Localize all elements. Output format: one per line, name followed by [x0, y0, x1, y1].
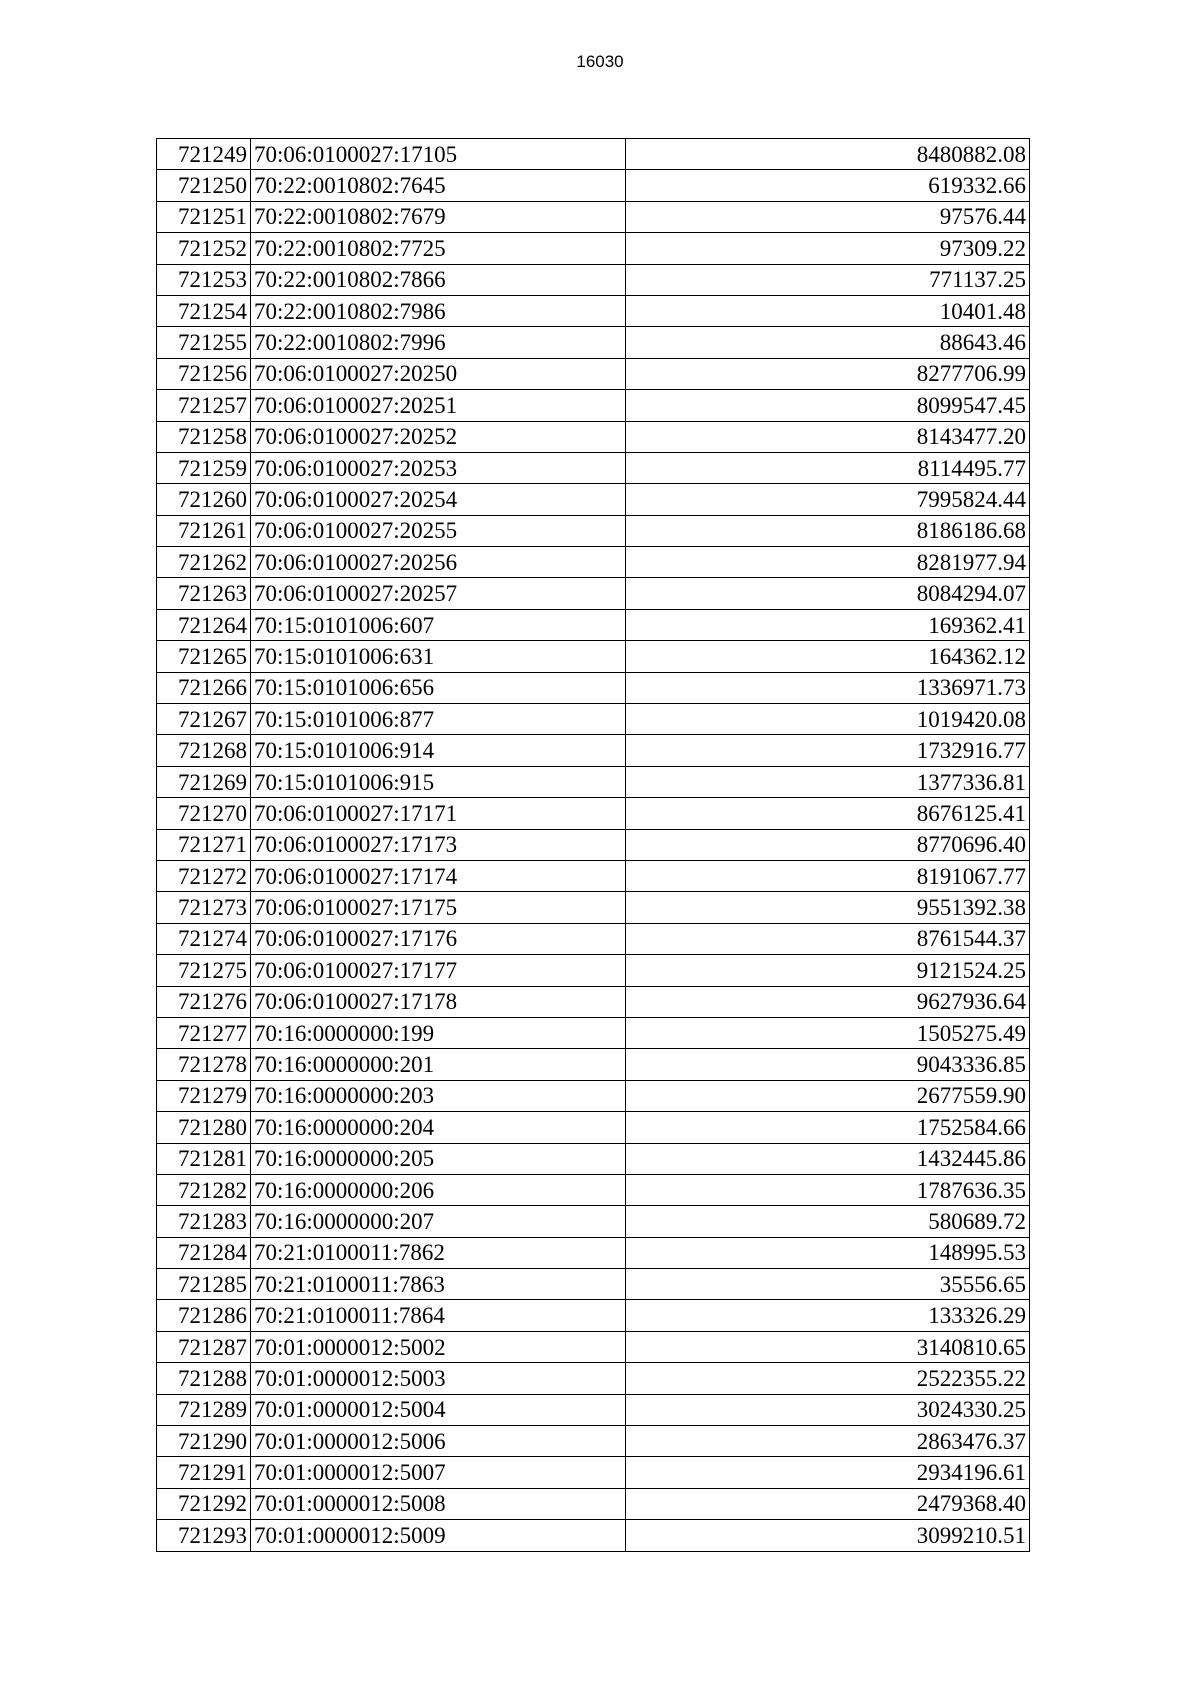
table-row: [157, 829, 1030, 860]
cadastral-value-cell: 3099210.51: [626, 1520, 1030, 1551]
table-row: [157, 1237, 1030, 1268]
table-row: [157, 139, 1030, 170]
cadastral-value-cell: 148995.53: [626, 1237, 1030, 1268]
row-number-cell: 721265: [157, 641, 251, 672]
row-number-cell: 721268: [157, 735, 251, 766]
cadastral-number-cell: 70:15:0101006:607: [251, 609, 626, 640]
cadastral-value-cell: 10401.48: [626, 295, 1030, 326]
cadastral-number-cell: 70:01:0000012:5003: [251, 1363, 626, 1394]
table-row: [157, 295, 1030, 326]
table-row: [157, 452, 1030, 483]
row-number-cell: 721264: [157, 609, 251, 640]
cadastral-number-cell: 70:21:0100011:7862: [251, 1237, 626, 1268]
row-number-cell: 721252: [157, 233, 251, 264]
table-body: [157, 139, 1030, 1552]
cadastral-value-cell: 8770696.40: [626, 829, 1030, 860]
cadastral-number-cell: 70:16:0000000:199: [251, 1017, 626, 1048]
cadastral-value-cell: 1787636.35: [626, 1174, 1030, 1205]
cadastral-value-cell: 8480882.08: [626, 139, 1030, 170]
row-number-cell: 721283: [157, 1206, 251, 1237]
cadastral-value-cell: 1019420.08: [626, 704, 1030, 735]
cadastral-number-cell: 70:16:0000000:201: [251, 1049, 626, 1080]
row-number-cell: 721275: [157, 955, 251, 986]
row-number-cell: 721273: [157, 892, 251, 923]
cadastral-value-cell: 8143477.20: [626, 421, 1030, 452]
cadastral-value-cell: 9551392.38: [626, 892, 1030, 923]
cadastral-number-cell: 70:22:0010802:7679: [251, 201, 626, 232]
cadastral-number-cell: 70:01:0000012:5009: [251, 1520, 626, 1551]
cadastral-value-cell: 97576.44: [626, 201, 1030, 232]
table-row: [157, 421, 1030, 452]
cadastral-number-cell: 70:01:0000012:5004: [251, 1394, 626, 1425]
row-number-cell: 721278: [157, 1049, 251, 1080]
cadastral-value-cell: 97309.22: [626, 233, 1030, 264]
row-number-cell: 721257: [157, 390, 251, 421]
row-number-cell: 721266: [157, 672, 251, 703]
row-number-cell: 721249: [157, 139, 251, 170]
table-row: [157, 264, 1030, 295]
cadastral-value-cell: 8099547.45: [626, 390, 1030, 421]
cadastral-value-cell: 8281977.94: [626, 547, 1030, 578]
row-number-cell: 721279: [157, 1080, 251, 1111]
row-number-cell: 721262: [157, 547, 251, 578]
row-number-cell: 721256: [157, 358, 251, 389]
table-row: [157, 766, 1030, 797]
cadastral-value-cell: 2479368.40: [626, 1488, 1030, 1519]
cadastral-number-cell: 70:15:0101006:877: [251, 704, 626, 735]
row-number-cell: 721271: [157, 829, 251, 860]
cadastral-value-cell: 1336971.73: [626, 672, 1030, 703]
row-number-cell: 721254: [157, 295, 251, 326]
row-number-cell: 721267: [157, 704, 251, 735]
cadastral-value-cell: 771137.25: [626, 264, 1030, 295]
cadastral-value-cell: 9121524.25: [626, 955, 1030, 986]
row-number-cell: 721292: [157, 1488, 251, 1519]
cadastral-number-cell: 70:22:0010802:7986: [251, 295, 626, 326]
table-row: [157, 1080, 1030, 1111]
cadastral-number-cell: 70:15:0101006:631: [251, 641, 626, 672]
table-row: [157, 327, 1030, 358]
cadastral-number-cell: 70:15:0101006:914: [251, 735, 626, 766]
cadastral-number-cell: 70:06:0100027:17174: [251, 860, 626, 891]
cadastral-number-cell: 70:22:0010802:7866: [251, 264, 626, 295]
table-row: [157, 1457, 1030, 1488]
row-number-cell: 721284: [157, 1237, 251, 1268]
table-row: [157, 233, 1030, 264]
row-number-cell: 721258: [157, 421, 251, 452]
cadastral-value-cell: 8186186.68: [626, 515, 1030, 546]
table-row: [157, 1394, 1030, 1425]
row-number-cell: 721253: [157, 264, 251, 295]
cadastral-number-cell: 70:16:0000000:207: [251, 1206, 626, 1237]
row-number-cell: 721286: [157, 1300, 251, 1331]
row-number-cell: 721251: [157, 201, 251, 232]
cadastral-value-cell: 619332.66: [626, 170, 1030, 201]
cadastral-number-cell: 70:06:0100027:17177: [251, 955, 626, 986]
cadastral-number-cell: 70:21:0100011:7863: [251, 1269, 626, 1300]
cadastral-number-cell: 70:06:0100027:17178: [251, 986, 626, 1017]
cadastral-value-cell: 3140810.65: [626, 1331, 1030, 1362]
table-row: [157, 547, 1030, 578]
cadastral-number-cell: 70:06:0100027:20255: [251, 515, 626, 546]
cadastral-number-cell: 70:21:0100011:7864: [251, 1300, 626, 1331]
table-row: [157, 201, 1030, 232]
cadastral-value-cell: 8114495.77: [626, 452, 1030, 483]
row-number-cell: 721277: [157, 1017, 251, 1048]
cadastral-value-cell: 8084294.07: [626, 578, 1030, 609]
row-number-cell: 721250: [157, 170, 251, 201]
table-row: [157, 892, 1030, 923]
row-number-cell: 721289: [157, 1394, 251, 1425]
row-number-cell: 721274: [157, 923, 251, 954]
cadastral-value-cell: 8676125.41: [626, 798, 1030, 829]
cadastral-number-cell: 70:22:0010802:7645: [251, 170, 626, 201]
table-row: [157, 798, 1030, 829]
table-row: [157, 1174, 1030, 1205]
cadastral-value-cell: 8277706.99: [626, 358, 1030, 389]
table-row: [157, 955, 1030, 986]
table-row: [157, 1143, 1030, 1174]
cadastral-number-cell: 70:16:0000000:205: [251, 1143, 626, 1174]
table-row: [157, 641, 1030, 672]
cadastral-number-cell: 70:22:0010802:7996: [251, 327, 626, 358]
row-number-cell: 721276: [157, 986, 251, 1017]
cadastral-number-cell: 70:06:0100027:20252: [251, 421, 626, 452]
table-row: [157, 358, 1030, 389]
row-number-cell: 721255: [157, 327, 251, 358]
cadastral-number-cell: 70:22:0010802:7725: [251, 233, 626, 264]
row-number-cell: 721272: [157, 860, 251, 891]
cadastral-value-cell: 2863476.37: [626, 1426, 1030, 1457]
table-row: [157, 170, 1030, 201]
cadastral-number-cell: 70:06:0100027:17171: [251, 798, 626, 829]
table-row: [157, 704, 1030, 735]
cadastral-number-cell: 70:16:0000000:206: [251, 1174, 626, 1205]
cadastral-number-cell: 70:01:0000012:5006: [251, 1426, 626, 1457]
cadastral-number-cell: 70:06:0100027:20251: [251, 390, 626, 421]
table-row: [157, 672, 1030, 703]
cadastral-value-cell: 580689.72: [626, 1206, 1030, 1237]
table-row: [157, 1331, 1030, 1362]
table-row: [157, 1300, 1030, 1331]
cadastral-number-cell: 70:01:0000012:5007: [251, 1457, 626, 1488]
cadastral-value-cell: 3024330.25: [626, 1394, 1030, 1425]
cadastral-value-cell: 2677559.90: [626, 1080, 1030, 1111]
cadastral-number-cell: 70:06:0100027:20257: [251, 578, 626, 609]
row-number-cell: 721285: [157, 1269, 251, 1300]
cadastral-number-cell: 70:06:0100027:17173: [251, 829, 626, 860]
cadastral-number-cell: 70:06:0100027:20254: [251, 484, 626, 515]
table-row: [157, 923, 1030, 954]
cadastral-number-cell: 70:06:0100027:17105: [251, 139, 626, 170]
row-number-cell: 721287: [157, 1331, 251, 1362]
cadastral-number-cell: 70:16:0000000:204: [251, 1112, 626, 1143]
cadastral-value-cell: 2522355.22: [626, 1363, 1030, 1394]
table-row: [157, 484, 1030, 515]
row-number-cell: 721291: [157, 1457, 251, 1488]
table-row: [157, 1488, 1030, 1519]
cadastral-value-cell: 9627936.64: [626, 986, 1030, 1017]
cadastral-value-cell: 7995824.44: [626, 484, 1030, 515]
table-row: [157, 1426, 1030, 1457]
cadastral-value-cell: 8761544.37: [626, 923, 1030, 954]
row-number-cell: 721280: [157, 1112, 251, 1143]
table-row: [157, 735, 1030, 766]
table-row: [157, 1017, 1030, 1048]
row-number-cell: 721293: [157, 1520, 251, 1551]
page-number: 16030: [576, 52, 624, 71]
cadastral-number-cell: 70:15:0101006:656: [251, 672, 626, 703]
cadastral-value-cell: 88643.46: [626, 327, 1030, 358]
cadastral-number-cell: 70:06:0100027:17176: [251, 923, 626, 954]
cadastral-number-cell: 70:01:0000012:5008: [251, 1488, 626, 1519]
table-row: [157, 390, 1030, 421]
cadastral-number-cell: 70:06:0100027:20256: [251, 547, 626, 578]
row-number-cell: 721269: [157, 766, 251, 797]
cadastral-value-cell: 1732916.77: [626, 735, 1030, 766]
table-row: [157, 1363, 1030, 1394]
row-number-cell: 721281: [157, 1143, 251, 1174]
row-number-cell: 721288: [157, 1363, 251, 1394]
row-number-cell: 721270: [157, 798, 251, 829]
cadastral-value-cell: 1377336.81: [626, 766, 1030, 797]
cadastral-value-cell: 1505275.49: [626, 1017, 1030, 1048]
cadastral-number-cell: 70:06:0100027:17175: [251, 892, 626, 923]
cadastral-value-cell: 164362.12: [626, 641, 1030, 672]
row-number-cell: 721263: [157, 578, 251, 609]
cadastral-number-cell: 70:16:0000000:203: [251, 1080, 626, 1111]
table-row: [157, 609, 1030, 640]
cadastral-number-cell: 70:06:0100027:20250: [251, 358, 626, 389]
table-row: [157, 1520, 1030, 1551]
table-row: [157, 1269, 1030, 1300]
cadastral-value-table: [156, 138, 1030, 1552]
table-row: [157, 1206, 1030, 1237]
row-number-cell: 721260: [157, 484, 251, 515]
row-number-cell: 721282: [157, 1174, 251, 1205]
cadastral-number-cell: 70:06:0100027:20253: [251, 452, 626, 483]
table-row: [157, 1112, 1030, 1143]
table-row: [157, 578, 1030, 609]
cadastral-number-cell: 70:01:0000012:5002: [251, 1331, 626, 1362]
table-row: [157, 860, 1030, 891]
cadastral-value-cell: 1432445.86: [626, 1143, 1030, 1174]
cadastral-value-cell: 1752584.66: [626, 1112, 1030, 1143]
table-row: [157, 986, 1030, 1017]
cadastral-value-cell: 35556.65: [626, 1269, 1030, 1300]
row-number-cell: 721290: [157, 1426, 251, 1457]
cadastral-number-cell: 70:15:0101006:915: [251, 766, 626, 797]
row-number-cell: 721261: [157, 515, 251, 546]
cadastral-value-cell: 8191067.77: [626, 860, 1030, 891]
cadastral-value-cell: 169362.41: [626, 609, 1030, 640]
cadastral-value-cell: 133326.29: [626, 1300, 1030, 1331]
cadastral-value-cell: 2934196.61: [626, 1457, 1030, 1488]
row-number-cell: 721259: [157, 452, 251, 483]
table-row: [157, 515, 1030, 546]
cadastral-value-cell: 9043336.85: [626, 1049, 1030, 1080]
table-row: [157, 1049, 1030, 1080]
